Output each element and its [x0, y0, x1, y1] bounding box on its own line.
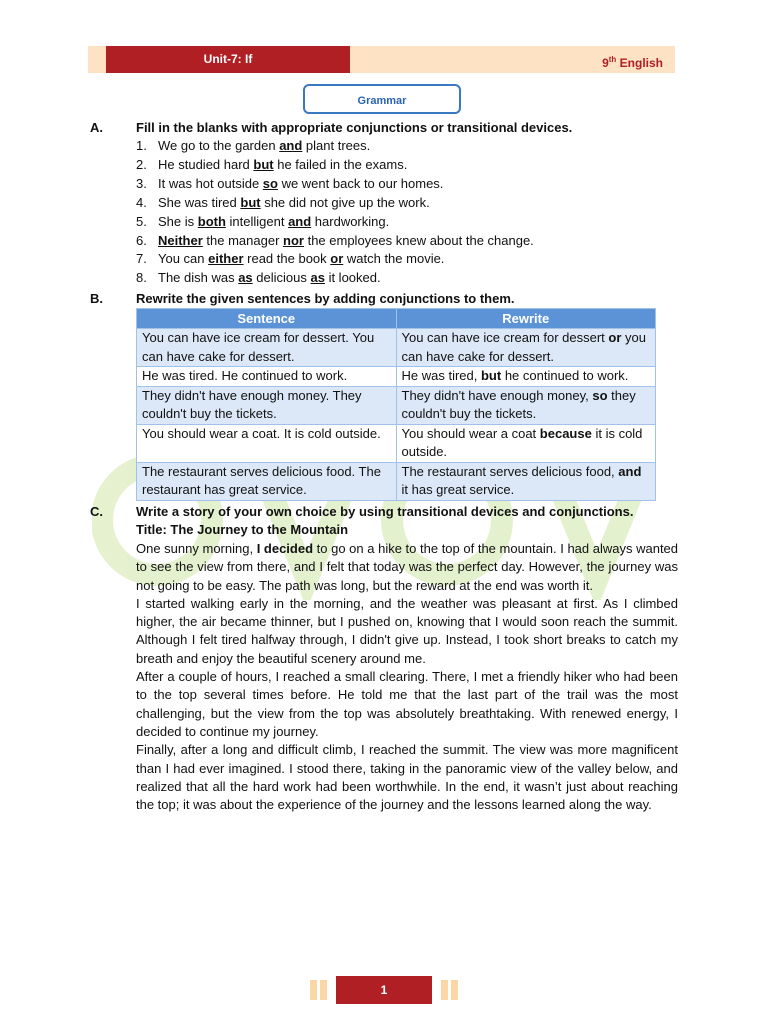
sentence-cell: [137, 424, 397, 462]
story-paragraph: [136, 595, 678, 668]
highlighted-word: I decided: [256, 541, 314, 556]
text-run: She was tired: [158, 194, 241, 210]
highlighted-word: but: [480, 368, 502, 383]
highlighted-word: as: [310, 270, 325, 286]
sentence-cell: [137, 386, 397, 424]
text-run: intelligent: [225, 213, 289, 229]
list-item-number: 8.: [136, 270, 147, 286]
text-run: The restaurant serves delicious food,: [401, 463, 619, 479]
text-run: The dish was: [158, 270, 239, 286]
rewrite-cell: [396, 424, 656, 462]
text-run: delicious: [252, 270, 311, 286]
list-item-number: 2.: [136, 156, 147, 172]
sentence-cell: [137, 367, 397, 387]
table-header-sentence: Sentence: [137, 309, 397, 329]
text-run: she did not give up the work.: [260, 194, 430, 210]
text-run: it has great service.: [401, 482, 515, 497]
list-item: [136, 213, 534, 232]
highlighted-word: as: [238, 270, 253, 286]
text-run: She is: [158, 213, 198, 229]
text-run: read the book: [243, 251, 331, 267]
grammar-badge: Grammar: [303, 84, 461, 114]
text-run: They didn't have enough money. They couldn't buy the tickets.: [142, 387, 362, 421]
text-run: It was hot outside: [158, 175, 263, 191]
table-row: [137, 462, 656, 500]
section-b-title: Rewrite the given sentences by adding conjunctions to them.: [136, 291, 515, 306]
list-item: [136, 250, 534, 269]
highlighted-word: and: [618, 463, 642, 479]
text-run: You should wear a coat. It is cold outside.: [142, 425, 381, 441]
text-run: watch the movie.: [343, 251, 445, 267]
story-paragraph: [136, 741, 678, 814]
story-title: Title: The Journey to the Mountain: [136, 522, 349, 537]
list-item-text: [158, 175, 443, 194]
list-item-number: 7.: [136, 251, 147, 267]
table-row: [137, 424, 656, 462]
highlighted-word: and: [279, 138, 303, 153]
text-run: it is cold outside.: [401, 425, 643, 459]
text-run: I started walking early in the morning, and the weather was pleasant at first. As I climbed higher, the air became thinner, but I pushed on, knowing that I would soon reach the summit. Although I felt tired halfway through, I didn't give up. Instead, I took short breaks to catch my breath and enjoy the beautiful scenery around me.: [136, 595, 678, 666]
list-item: [136, 156, 534, 175]
section-a-list: [136, 137, 534, 288]
sentence-cell: [137, 329, 397, 367]
list-item-text: [158, 156, 407, 175]
section-c-title: Write a story of your own choice by using transitional devices and conjunctions.: [136, 504, 634, 519]
rewrite-cell: [396, 329, 656, 367]
text-run: to go on a hike to the top of the mountain. I had always wanted to see the view from there, and I felt that today was the perfect day. However, the journey was not going to be easy. The path was long, but the reward at the end was worth it.: [136, 541, 679, 593]
highlighted-word: both: [197, 213, 226, 229]
text-run: You can have ice cream for dessert. You can have cake for dessert.: [142, 330, 375, 364]
list-item-text: [158, 194, 430, 213]
highlighted-word: or: [330, 251, 344, 267]
list-item-number: 5.: [136, 213, 147, 229]
highlighted-word: because: [539, 425, 592, 441]
highlighted-word: but: [253, 156, 274, 172]
text-run: He was tired,: [401, 368, 481, 383]
highlighted-word: or: [608, 330, 622, 345]
rewrite-cell: [396, 367, 656, 387]
unit-title: Unit-7: If: [203, 52, 253, 66]
table-row: [137, 386, 656, 424]
section-c-letter: C.: [90, 504, 103, 519]
highlighted-word: nor: [283, 232, 304, 248]
highlighted-word: and: [288, 213, 312, 229]
text-run: They didn't have enough money,: [401, 387, 593, 403]
grade-number: 9: [602, 56, 609, 70]
list-item: [136, 194, 534, 213]
list-item-number: 3.: [136, 175, 147, 191]
footer-stripe: [441, 980, 448, 1000]
text-run: We go to the garden: [158, 138, 280, 153]
table-header-rewrite: Rewrite: [396, 309, 656, 329]
list-item-text: [158, 250, 444, 269]
list-item-number: 4.: [136, 194, 147, 210]
text-run: You can have ice cream for dessert: [401, 330, 609, 345]
highlighted-word: Neither: [158, 232, 203, 248]
list-item: [136, 269, 534, 288]
highlighted-word: so: [592, 387, 608, 403]
text-run: He was tired. He continued to work.: [142, 368, 348, 383]
rewrite-table: [136, 308, 656, 501]
text-run: He studied hard: [158, 156, 254, 172]
table-row: [137, 329, 656, 367]
subject-title: [602, 46, 663, 73]
text-run: they couldn't buy the tickets.: [401, 387, 636, 421]
list-item: [136, 232, 534, 251]
section-a-letter: A.: [90, 120, 103, 135]
rewrite-cell: [396, 462, 656, 500]
footer-stripe: [310, 980, 317, 1000]
footer-stripe: [451, 980, 458, 1000]
footer-stripe: [320, 980, 327, 1000]
table-header-row: [137, 309, 656, 329]
text-run: Finally, after a long and difficult climb, I reached the summit. The view was more magnificent than I had ever imagined. I stood there, taking in the panoramic view of the valley below, and realized that all the hard work had been worthwhile. In the end, it wasn’t just about reaching the top; it was about the experience of the journey and the lessons learned along the way.: [136, 742, 678, 813]
text-run: One sunny morning,: [136, 541, 257, 556]
sentence-cell: [137, 462, 397, 500]
highlighted-word: so: [262, 175, 278, 191]
list-item: [136, 175, 534, 194]
list-item-text: [158, 213, 389, 232]
list-item: [136, 137, 534, 156]
subject-name: English: [619, 56, 663, 70]
list-item-text: [158, 232, 534, 251]
text-run: plant trees.: [302, 138, 371, 153]
highlighted-word: but: [240, 194, 261, 210]
text-run: hardworking.: [311, 213, 390, 229]
text-run: he continued to work.: [501, 368, 629, 383]
text-run: we went back to our homes.: [277, 175, 444, 191]
table-row: [137, 367, 656, 387]
list-item-number: 1.: [136, 138, 147, 153]
text-run: it looked.: [324, 270, 381, 286]
section-a-title: Fill in the blanks with appropriate conjunctions or transitional devices.: [136, 120, 573, 135]
page-number: 1: [336, 976, 432, 1004]
text-run: The restaurant serves delicious food. The restaurant has great service.: [142, 463, 381, 497]
text-run: You should wear a coat: [401, 425, 540, 441]
list-item-text: [158, 137, 370, 156]
text-run: you can have cake for dessert.: [401, 330, 646, 364]
text-run: After a couple of hours, I reached a small clearing. There, I met a friendly hiker who had been to the top several times before. He told me that the last part of the trail was the most challenging, but the view from the top was absolutely breathtaking. With renewed energy, I decided to continue my journey.: [136, 669, 678, 739]
header-accent-stripe: [88, 46, 106, 73]
text-run: he failed in the exams.: [273, 156, 408, 172]
story-paragraph: [136, 540, 678, 595]
text-run: the employees knew about the change.: [303, 232, 534, 248]
list-item-number: 6.: [136, 232, 147, 248]
text-run: You can: [158, 251, 209, 267]
story-body: [136, 540, 678, 814]
grade-suffix: th: [608, 55, 617, 64]
section-b-letter: B.: [90, 291, 103, 306]
text-run: the manager: [202, 232, 284, 248]
rewrite-cell: [396, 386, 656, 424]
list-item-text: [158, 269, 381, 288]
story-paragraph: [136, 668, 678, 741]
highlighted-word: either: [208, 251, 244, 267]
